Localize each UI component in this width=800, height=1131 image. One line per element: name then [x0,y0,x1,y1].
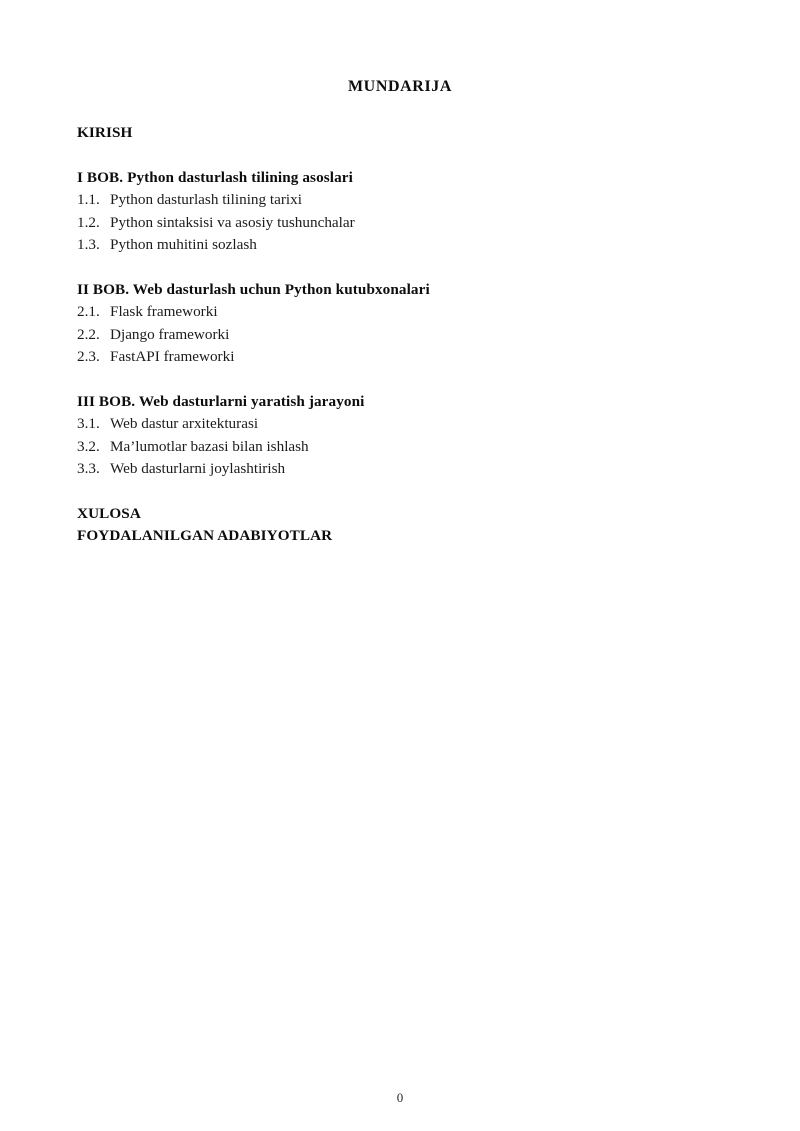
toc-item-3-1[interactable] [77,413,737,435]
toc-item-label: Python muhitini sozlash [110,236,257,254]
toc-item-number: 2.1. [77,303,100,321]
toc-chapter-heading-3[interactable]: III BOB. Web dasturlarni yaratish jarayoni [77,392,365,410]
toc-item-1-1[interactable] [77,189,737,211]
toc-item-2-2[interactable] [77,324,737,346]
toc-item-number: 1.1. [77,191,100,209]
toc-chapter-heading-1[interactable]: I BOB. Python dasturlash tilining asoslari [77,168,353,186]
toc-item-number: 3.2. [77,437,100,455]
toc-group-2 [77,279,737,369]
toc-item-3-3[interactable] [77,458,737,480]
spacer [77,144,737,166]
spacer [77,256,737,278]
spacer [77,480,737,502]
toc-item-label: Flask frameworki [110,303,218,321]
toc-item-label: FastAPI frameworki [110,348,235,366]
toc-item-label: Web dastur arxitekturasi [110,415,259,433]
toc-item-label: Django frameworki [110,325,230,343]
toc-entry-foydalanilgan-adabiyotlar[interactable]: FOYDALANILGAN ADABIYOTLAR [77,527,333,545]
toc-item-number: 2.3. [77,348,100,366]
toc-item-1-3[interactable] [77,234,737,256]
toc-item-1-2[interactable] [77,212,737,234]
toc-group-1 [77,167,737,257]
page-number: 0 [396,1090,404,1105]
toc-item-label: Web dasturlarni joylashtirish [110,460,286,478]
toc-item-label: Python dasturlash tilining tarixi [110,191,302,209]
toc-entry-xulosa[interactable]: XULOSA [77,504,141,522]
page-title: MUNDARIJA [347,78,453,95]
toc-item-number: 2.2. [77,325,100,343]
table-of-contents [77,122,737,548]
toc-item-number: 3.1. [77,415,100,433]
toc-item-2-1[interactable] [77,301,737,323]
toc-item-2-3[interactable] [77,346,737,368]
toc-item-number: 1.3. [77,236,100,254]
toc-chapter-heading-2[interactable]: II BOB. Web dasturlash uchun Python kutubxonalari [77,280,430,298]
toc-entry-kirish[interactable]: KIRISH [77,124,133,141]
toc-item-number: 1.2. [77,213,100,231]
toc-item-number: 3.3. [77,460,100,478]
spacer [77,368,737,390]
toc-item-label: Ma’lumotlar bazasi bilan ishlash [110,437,309,455]
toc-item-label: Python sintaksisi va asosiy tushunchalar [110,213,355,231]
toc-item-3-2[interactable] [77,436,737,458]
toc-group-3 [77,391,737,481]
